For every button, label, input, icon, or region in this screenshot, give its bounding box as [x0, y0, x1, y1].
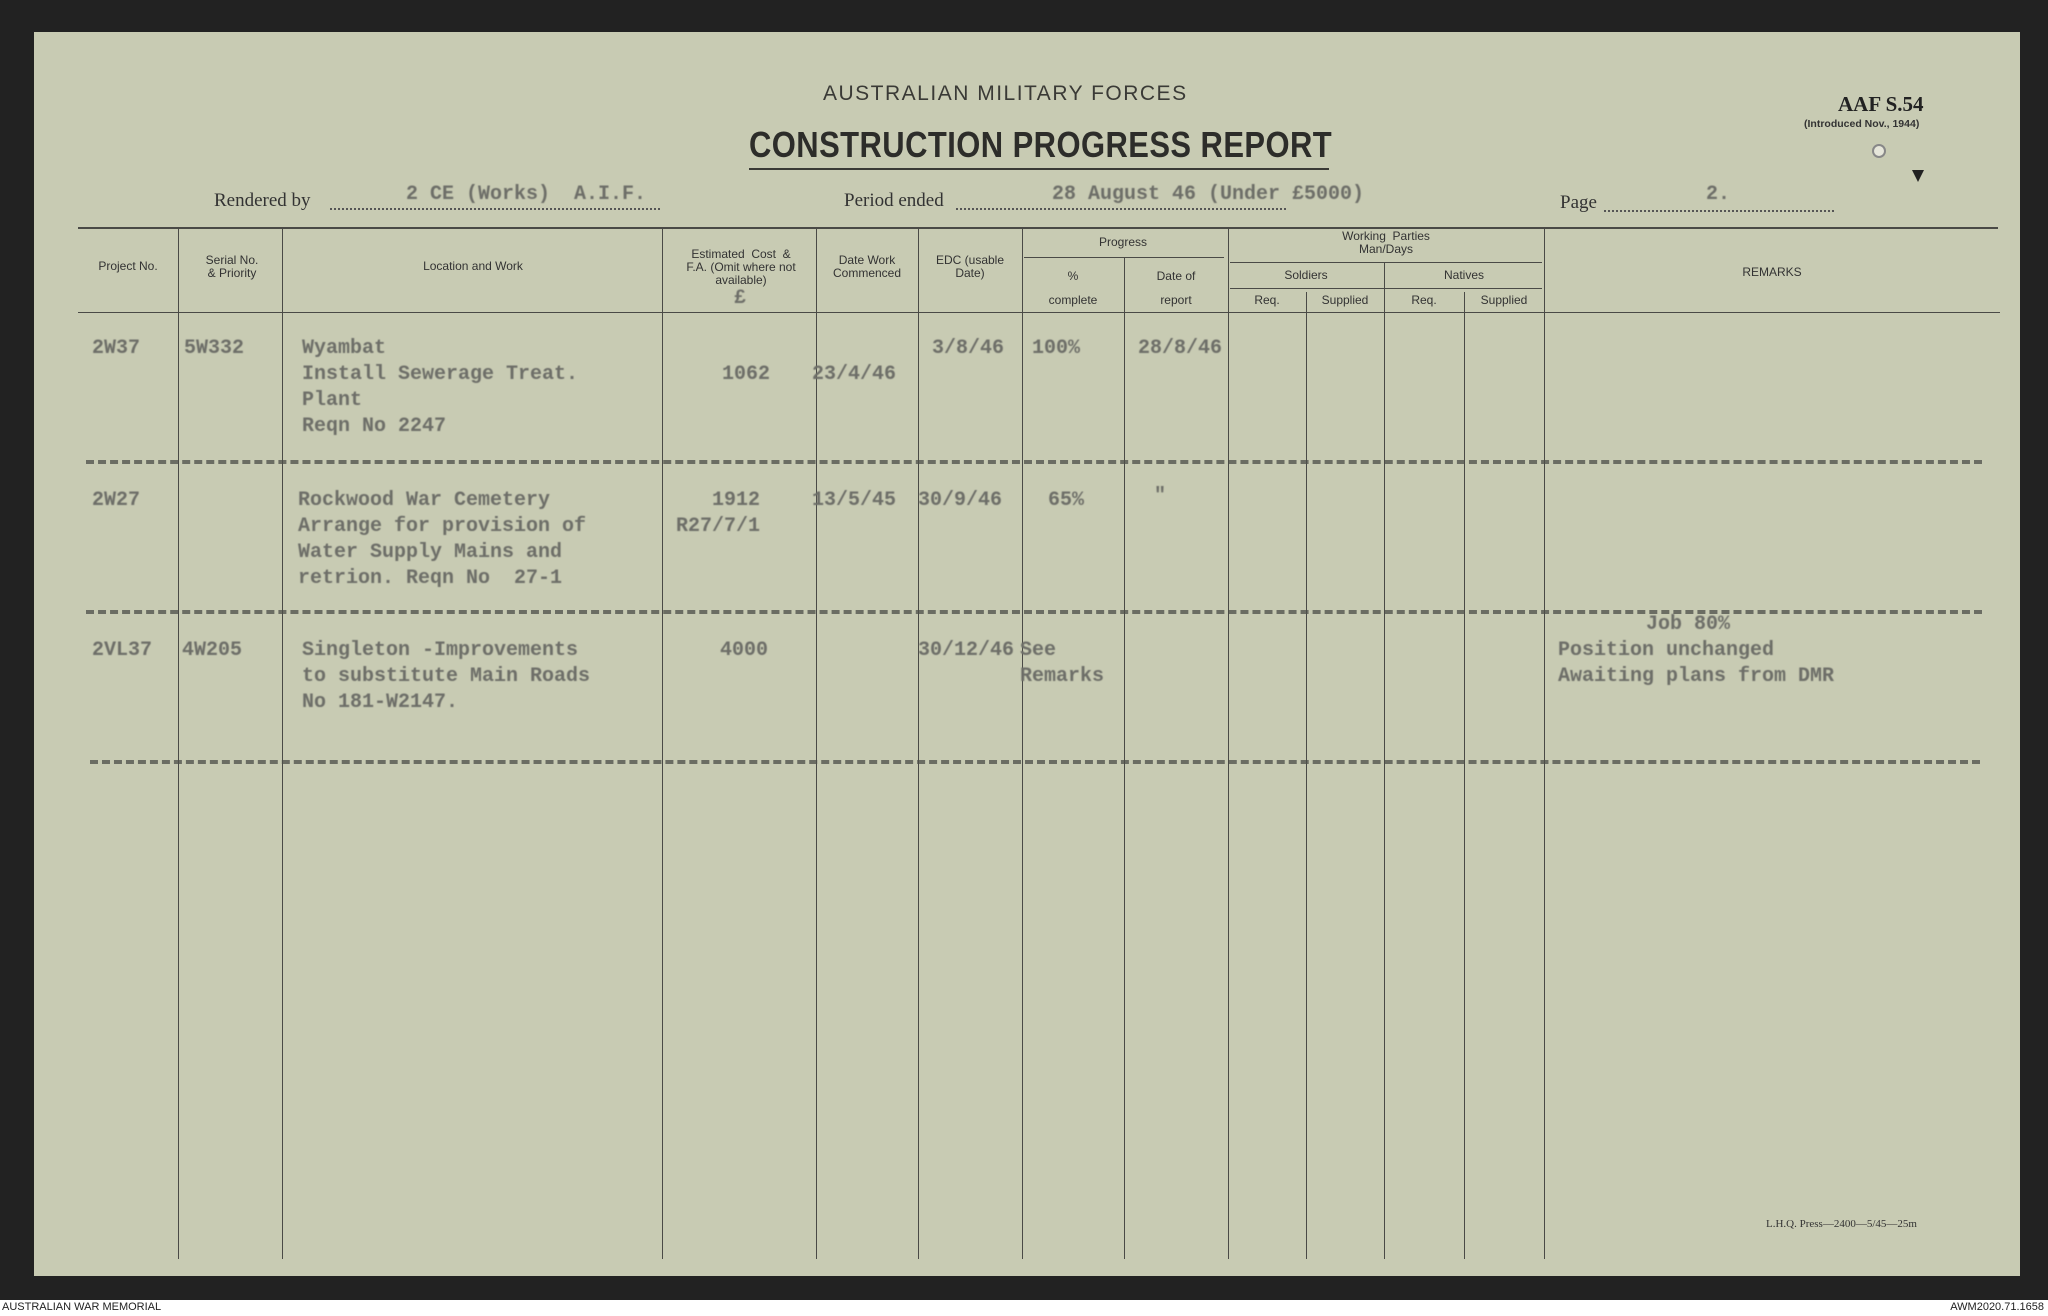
- row2-project: 2W27: [92, 489, 141, 512]
- col-divider-2: [282, 229, 283, 1259]
- row1-project: 2W37: [92, 337, 141, 360]
- header-bottom-border: [78, 312, 2000, 313]
- form-introduced-date: (Introduced Nov., 1944): [1804, 118, 1920, 130]
- rendered-by-label: Rendered by: [214, 190, 311, 211]
- table-top-border: [78, 227, 1998, 229]
- col-natives: Natives: [1443, 268, 1484, 282]
- page-label: Page: [1560, 192, 1597, 213]
- row3-project: 2VL37: [92, 639, 153, 662]
- col-pct: %: [1067, 269, 1079, 283]
- col-divider-5: [918, 229, 919, 1259]
- col-serial-no: Serial No. & Priority: [205, 253, 259, 280]
- row1-report-date: 28/8/46: [1138, 337, 1223, 360]
- report-sheet: [34, 32, 2020, 1276]
- row1-location: Wyambat Install Sewerage Treat. Plant Reqn No 2247: [302, 337, 579, 438]
- paper-mark: [1912, 170, 1924, 182]
- col-divider-12: [1544, 229, 1545, 1259]
- row2-edc: 30/9/46: [918, 489, 1003, 512]
- row2-cost: 1912 R27/7/1: [676, 489, 761, 538]
- row1-cost: 1062: [722, 363, 771, 386]
- row3-serial: 4W205: [182, 639, 243, 662]
- row1-pct: 100%: [1032, 337, 1081, 360]
- row3-edc: 30/12/46: [918, 639, 1015, 662]
- row3-pct: See Remarks: [1020, 639, 1105, 688]
- period-ended-label: Period ended: [844, 190, 944, 211]
- row3-typed-rule: [90, 760, 1980, 764]
- row1-typed-rule: [86, 460, 1982, 464]
- col-remarks: REMARKS: [1742, 265, 1802, 279]
- col-edc: EDC (usable Date): [935, 253, 1005, 280]
- col-report: report: [1160, 293, 1192, 307]
- title-underline: [749, 168, 1329, 170]
- row3-remarks-job: Job 80%: [1646, 613, 1731, 636]
- period-ended-value: 28 August 46 (Under £5000): [1052, 183, 1365, 206]
- archive-id: AWM2020.71.1658: [1950, 1301, 2044, 1313]
- row2-report-date: ": [1154, 485, 1167, 508]
- row2-pct: 65%: [1048, 489, 1085, 512]
- row3-cost: 4000: [720, 639, 769, 662]
- printer-press-mark: L.H.Q. Press—2400—5/45—25m: [1766, 1218, 1917, 1230]
- col-divider-7: [1124, 257, 1125, 1259]
- col-soldiers-req: Req.: [1254, 293, 1280, 307]
- org-heading: AUSTRALIAN MILITARY FORCES: [823, 82, 1188, 105]
- row1-commenced: 23/4/46: [812, 363, 897, 386]
- row2-location: Rockwood War Cemetery Arrange for provision of Water Supply Mains and retrion. Reqn No 27-1: [298, 489, 587, 590]
- row3-location: Singleton -Improvements to substitute Main Roads No 181-W2147.: [302, 639, 591, 714]
- col-natives-supplied: Supplied: [1480, 293, 1528, 307]
- progress-sub-rule: [1024, 257, 1224, 258]
- staple-hole-mark: [1872, 144, 1886, 158]
- row1-serial: 5W332: [184, 337, 245, 360]
- working-parties-sub-rule: [1230, 262, 1542, 263]
- rendered-by-value: 2 CE (Works) A.I.F.: [406, 183, 647, 206]
- form-number: AAF S.54: [1838, 92, 1924, 116]
- col-progress: Progress: [1098, 235, 1148, 249]
- col-project-no: Project No.: [98, 259, 158, 273]
- row1-edc: 3/8/46: [932, 337, 1005, 360]
- col-natives-req: Req.: [1411, 293, 1437, 307]
- col-divider-3: [662, 229, 663, 1259]
- page-dots: [1604, 210, 1834, 212]
- col-divider-6: [1022, 229, 1023, 1259]
- col-estimated-cost: Estimated Cost & F.A. (Omit where not available): [686, 247, 796, 287]
- rendered-by-dots: [330, 208, 660, 210]
- col-divider-1: [178, 229, 179, 1259]
- report-title: CONSTRUCTION PROGRESS REPORT: [749, 124, 1333, 165]
- col-divider-8: [1228, 229, 1229, 1259]
- page-value: 2.: [1706, 183, 1731, 206]
- archive-footer: [0, 1300, 2048, 1316]
- col-working-parties: Working Parties Man/Days: [1342, 229, 1430, 256]
- col-soldiers-supplied: Supplied: [1321, 293, 1369, 307]
- col-divider-11: [1464, 292, 1465, 1259]
- col-location-work: Location and Work: [423, 259, 523, 273]
- row2-commenced: 13/5/45: [812, 489, 897, 512]
- col-date-of: Date of: [1156, 269, 1196, 283]
- col-divider-9: [1306, 292, 1307, 1259]
- col-complete: complete: [1048, 293, 1098, 307]
- col-soldiers: Soldiers: [1284, 268, 1328, 282]
- soldiers-natives-sub-rule: [1230, 288, 1542, 289]
- archive-source: AUSTRALIAN WAR MEMORIAL: [2, 1301, 162, 1313]
- period-ended-dots: [956, 208, 1286, 210]
- col-date-commenced: Date Work Commenced: [832, 253, 902, 280]
- col-currency-symbol: £: [734, 287, 747, 310]
- row3-remarks: Position unchanged Awaiting plans from DMR: [1558, 639, 1835, 688]
